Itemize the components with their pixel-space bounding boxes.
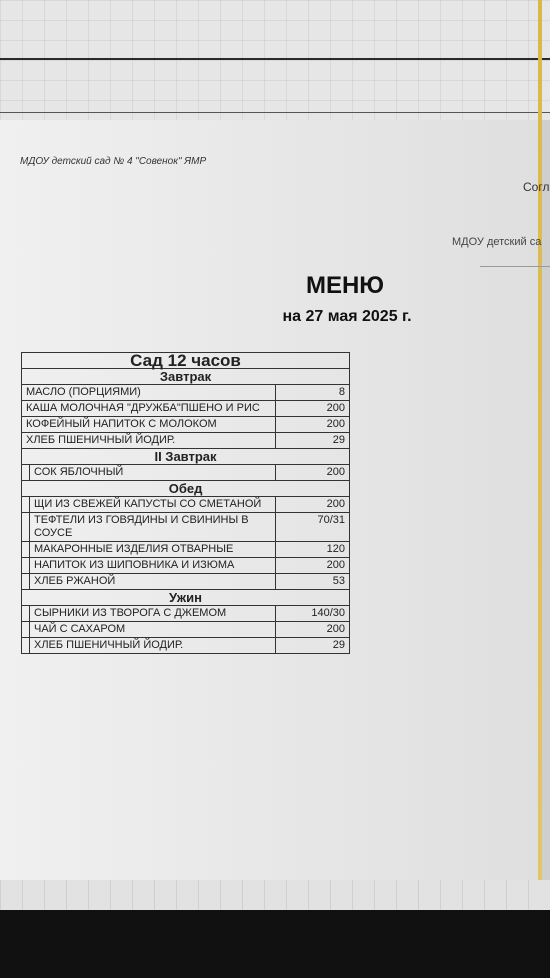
dish-portion: 53 <box>276 574 350 590</box>
section-title-dinner: Ужин <box>22 590 350 606</box>
section-row <box>22 449 350 465</box>
dish-portion: 29 <box>276 433 350 449</box>
dish-portion: 140/30 <box>276 606 350 622</box>
dish-name: ХЛЕБ РЖАНОЙ <box>30 574 276 590</box>
table-header-row <box>22 353 350 369</box>
table-row <box>22 385 350 401</box>
indent-cell <box>22 558 30 574</box>
dish-portion: 200 <box>276 465 350 481</box>
group-title: Сад 12 часов <box>22 353 350 369</box>
table-row <box>22 497 350 513</box>
section-title-lunch: Обед <box>22 481 350 497</box>
dish-name: СЫРНИКИ ИЗ ТВОРОГА С ДЖЕМОМ <box>30 606 276 622</box>
menu-table <box>21 352 350 654</box>
table-row <box>22 465 350 481</box>
dish-portion: 120 <box>276 542 350 558</box>
dish-name: КАША МОЛОЧНАЯ "ДРУЖБА"ПШЕНО И РИС <box>22 401 276 417</box>
organization-name: МДОУ детский сад № 4 "Совенок" ЯМР <box>20 156 207 167</box>
dish-portion: 200 <box>276 417 350 433</box>
section-row <box>22 369 350 385</box>
section-title-breakfast: Завтрак <box>22 369 350 385</box>
dish-name: НАПИТОК ИЗ ШИПОВНИКА И ИЗЮМА <box>30 558 276 574</box>
dish-portion: 29 <box>276 638 350 654</box>
document-title: МЕНЮ <box>305 272 385 299</box>
dish-name: МАКАРОННЫЕ ИЗДЕЛИЯ ОТВАРНЫЕ <box>30 542 276 558</box>
dish-name: ХЛЕБ ПШЕНИЧНЫЙ ЙОДИР. <box>22 433 276 449</box>
table-row <box>22 606 350 622</box>
dish-name: ТЕФТЕЛИ ИЗ ГОВЯДИНЫ И СВИНИНЫ В СОУСЕ <box>30 513 276 542</box>
table-row <box>22 574 350 590</box>
indent-cell <box>22 465 30 481</box>
grid-divider <box>0 112 550 113</box>
organization-name-right: МДОУ детский са <box>452 236 542 248</box>
document-date: на 27 мая 2025 г. <box>282 308 412 325</box>
section-title-second-breakfast: II Завтрак <box>22 449 350 465</box>
section-row <box>22 481 350 497</box>
dish-portion: 70/31 <box>276 513 350 542</box>
section-row <box>22 590 350 606</box>
grid-divider <box>0 58 550 60</box>
dish-name: КОФЕЙНЫЙ НАПИТОК С МОЛОКОМ <box>22 417 276 433</box>
dish-portion: 200 <box>276 401 350 417</box>
indent-cell <box>22 574 30 590</box>
indent-cell <box>22 622 30 638</box>
table-row <box>22 542 350 558</box>
indent-cell <box>22 638 30 654</box>
dish-name: ЩИ ИЗ СВЕЖЕЙ КАПУСТЫ СО СМЕТАНОЙ <box>30 497 276 513</box>
indent-cell <box>22 497 30 513</box>
spreadsheet-grid-top <box>0 0 550 120</box>
spreadsheet-grid-bottom <box>0 880 550 910</box>
page-edge-marker <box>538 0 542 910</box>
dish-portion: 200 <box>276 622 350 638</box>
indent-cell <box>22 513 30 542</box>
dish-name: СОК ЯБЛОЧНЫЙ <box>30 465 276 481</box>
dish-name: ХЛЕБ ПШЕНИЧНЫЙ ЙОДИР. <box>30 638 276 654</box>
table-row <box>22 513 350 542</box>
approval-label: Согл <box>523 180 550 194</box>
table-row <box>22 433 350 449</box>
table-row <box>22 417 350 433</box>
dish-portion: 200 <box>276 497 350 513</box>
monitor-bezel <box>0 910 550 978</box>
table-row <box>22 638 350 654</box>
dish-name: МАСЛО (ПОРЦИЯМИ) <box>22 385 276 401</box>
table-row <box>22 401 350 417</box>
table-row <box>22 558 350 574</box>
dish-portion: 8 <box>276 385 350 401</box>
indent-cell <box>22 542 30 558</box>
dish-portion: 200 <box>276 558 350 574</box>
table-row <box>22 622 350 638</box>
signature-line <box>480 266 550 267</box>
dish-name: ЧАЙ С САХАРОМ <box>30 622 276 638</box>
indent-cell <box>22 606 30 622</box>
